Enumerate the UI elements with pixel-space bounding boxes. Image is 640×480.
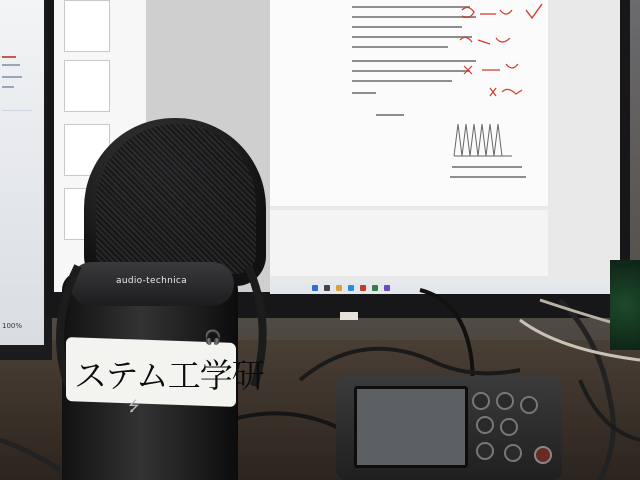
device-button[interactable] (476, 416, 494, 434)
microphone-shock-mount (48, 236, 274, 436)
device-button[interactable] (500, 418, 518, 436)
device-button[interactable] (520, 396, 538, 414)
microphone-label: ステム工学研 (74, 356, 264, 395)
record-button[interactable] (534, 446, 552, 464)
headphone-icon: 🎧 (204, 330, 222, 346)
device-button[interactable] (476, 442, 494, 460)
device-button[interactable] (504, 444, 522, 462)
microphone-brand: audio-technica (116, 276, 187, 286)
device-button[interactable] (496, 392, 514, 410)
usb-icon: ⭍ (128, 399, 140, 415)
background-plant (610, 260, 640, 350)
device-button[interactable] (472, 392, 490, 410)
zoom-level: 100% (2, 322, 23, 330)
capture-device-screen (354, 386, 468, 468)
